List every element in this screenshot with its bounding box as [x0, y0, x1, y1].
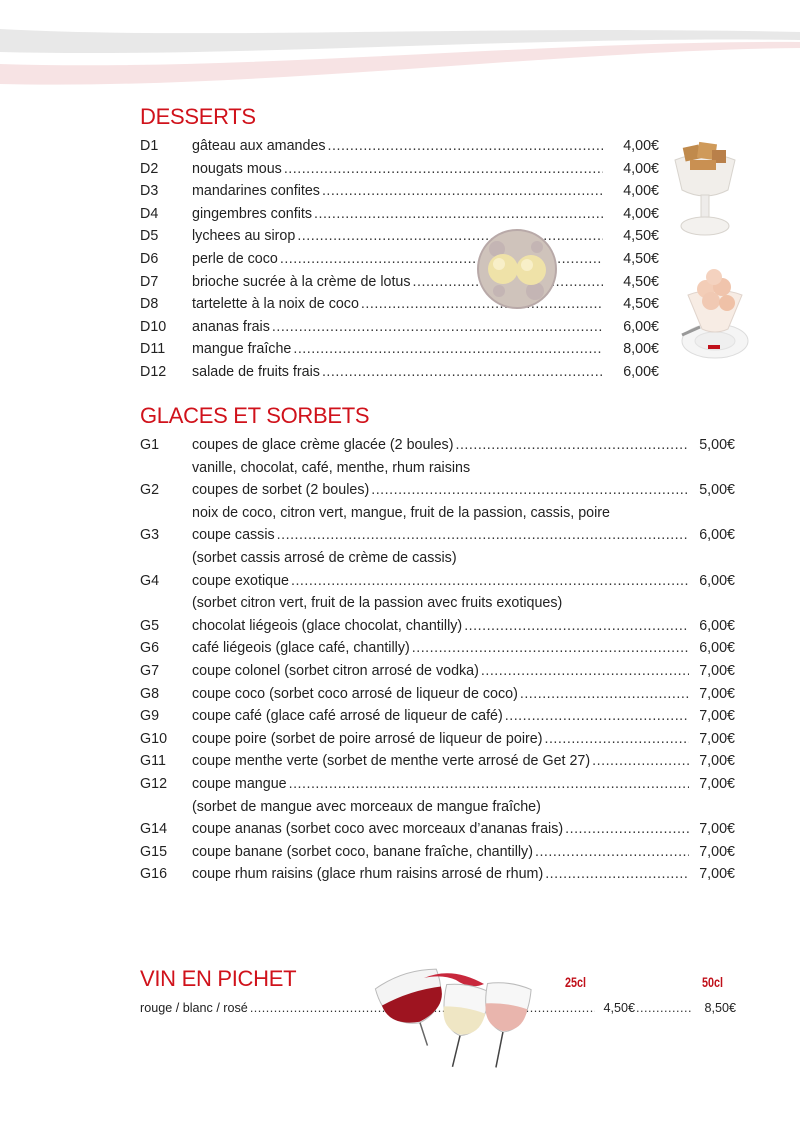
- item-price: 5,00€: [699, 437, 735, 453]
- item-code: D3: [140, 183, 159, 200]
- item-label: mangue fraîche: [192, 341, 292, 358]
- item-label: gingembres confits: [192, 205, 312, 222]
- dot-leader: [636, 997, 692, 1019]
- item-price: 4,50€: [623, 228, 659, 245]
- item-label: coupe exotique: [192, 572, 289, 589]
- dot-leader: [455, 434, 689, 457]
- item-code: D8: [140, 296, 159, 313]
- dot-leader: [505, 705, 689, 728]
- item-code: D6: [140, 250, 159, 267]
- item-code: D10: [140, 318, 167, 335]
- dot-leader: [289, 773, 689, 796]
- perle-de-coco-plate-photo: [477, 229, 557, 309]
- dot-leader: [565, 818, 689, 841]
- item-code: D4: [140, 205, 159, 222]
- item-code: G6: [140, 640, 160, 657]
- item-code: G8: [140, 685, 160, 702]
- dot-leader: [297, 225, 603, 248]
- item-label: coupe mangue: [192, 775, 287, 792]
- item-label: coupe banane (sorbet coco, banane fraîche, chantilly): [192, 843, 533, 860]
- item-price: 5,00€: [699, 482, 735, 499]
- item-price: 7,00€: [699, 708, 735, 725]
- dot-leader: [535, 841, 689, 864]
- item-label: coupe colonel (sorbet citron arrosé de vodka): [192, 662, 479, 679]
- item-price: 7,00€: [699, 821, 735, 838]
- item-label: coupes de glace crème glacée (2 boules): [192, 437, 454, 453]
- item-price: 7,00€: [699, 753, 735, 770]
- item-label: coupe menthe verte (sorbet de menthe verte arrosé de Get 27): [192, 753, 591, 770]
- item-label: café liégeois (glace café, chantilly): [192, 640, 410, 657]
- nougat-glass-cup-photo: [670, 140, 740, 240]
- size-25cl-header: 25cl: [565, 975, 587, 990]
- item-price: 6,00€: [623, 318, 659, 335]
- item-price: 6,00€: [699, 572, 735, 589]
- item-code: G15: [140, 843, 168, 860]
- item-label: mandarines confites: [192, 183, 320, 200]
- dot-leader: [277, 524, 689, 547]
- dot-leader: [314, 203, 603, 226]
- dot-leader: [592, 750, 689, 773]
- dot-leader: [412, 637, 689, 660]
- item-label: coupe poire (sorbet de poire arrosé de liqueur de poire): [192, 730, 543, 747]
- dot-leader: [284, 158, 603, 181]
- item-price: 4,00€: [623, 205, 659, 222]
- item-description: (sorbet de mangue avec morceaux de mangue fraîche): [192, 798, 541, 815]
- item-label: coupe coco (sorbet coco arrosé de liqueur de coco): [192, 685, 518, 702]
- item-description: vanille, chocolat, café, menthe, rhum raisins: [192, 459, 471, 476]
- item-price: 7,00€: [699, 866, 735, 883]
- item-price: 8,00€: [623, 341, 659, 358]
- item-price: 4,00€: [623, 183, 659, 200]
- item-label: nougats mous: [192, 160, 282, 177]
- item-code: G10: [140, 730, 168, 747]
- item-price: 7,00€: [699, 843, 735, 860]
- dot-leader: [371, 479, 689, 502]
- wine-label: rouge / blanc / rosé: [140, 1001, 248, 1015]
- wine-price-50cl: 8,50€: [704, 1001, 736, 1015]
- item-price: 6,00€: [623, 363, 659, 380]
- item-price: 7,00€: [699, 662, 735, 679]
- size-50cl-header: 50cl: [702, 975, 724, 990]
- item-code: G5: [140, 617, 160, 634]
- item-label: coupe café (glace café arrosé de liqueur de café): [192, 708, 503, 725]
- item-price: 4,00€: [623, 160, 659, 177]
- item-label: salade de fruits frais: [192, 363, 320, 380]
- dot-leader: [464, 615, 689, 638]
- item-label: coupe ananas (sorbet coco avec morceaux d’ananas frais): [192, 821, 564, 838]
- item-code: G12: [140, 775, 168, 792]
- item-label: chocolat liégeois (glace chocolat, chantilly): [192, 617, 463, 634]
- item-description: (sorbet cassis arrosé de crème de cassis): [192, 549, 457, 566]
- item-code: G4: [140, 572, 160, 589]
- item-label: gâteau aux amandes: [192, 138, 326, 154]
- item-label: brioche sucrée à la crème de lotus: [192, 273, 411, 290]
- item-label: tartelette à la noix de coco: [192, 296, 359, 313]
- item-price: 7,00€: [699, 685, 735, 702]
- item-code: D1: [140, 138, 159, 154]
- item-code: D7: [140, 273, 159, 290]
- item-label: perle de coco: [192, 250, 278, 267]
- item-code: G3: [140, 527, 160, 544]
- dot-leader: [520, 683, 689, 706]
- wine-glasses-photo: [372, 958, 552, 1070]
- item-label: coupes de sorbet (2 boules): [192, 482, 370, 499]
- dot-leader: [322, 361, 603, 384]
- item-code: D11: [140, 341, 166, 358]
- item-code: D12: [140, 363, 167, 380]
- item-description: noix de coco, citron vert, mangue, fruit de la passion, cassis, poire: [192, 504, 610, 521]
- item-description: (sorbet citron vert, fruit de la passion avec fruits exotiques): [192, 595, 563, 612]
- item-code: D5: [140, 228, 159, 245]
- dot-leader: [293, 338, 603, 361]
- item-code: G14: [140, 821, 168, 838]
- item-price: 4,50€: [623, 273, 659, 290]
- dot-leader: [322, 180, 603, 203]
- item-price: 6,00€: [699, 617, 735, 634]
- item-label: lychees au sirop: [192, 228, 296, 245]
- item-label: ananas frais: [192, 318, 270, 335]
- item-code: G9: [140, 708, 160, 725]
- item-price: 4,00€: [623, 138, 659, 154]
- dot-leader: [545, 863, 689, 886]
- item-code: D2: [140, 160, 159, 177]
- item-label: coupe rhum raisins (glace rhum raisins arrosé de rhum): [192, 866, 544, 883]
- dot-leader: [544, 728, 689, 751]
- item-price: 6,00€: [699, 640, 735, 657]
- item-label: coupe cassis: [192, 527, 275, 544]
- dot-leader: [291, 570, 689, 593]
- item-price: 4,50€: [623, 250, 659, 267]
- header-swoosh-decoration: [0, 0, 800, 100]
- item-price: 6,00€: [699, 527, 735, 544]
- item-price: 4,50€: [623, 296, 659, 313]
- item-price: 7,00€: [699, 730, 735, 747]
- dot-leader: [272, 316, 603, 339]
- vin-title: VIN EN PICHET: [140, 966, 297, 991]
- dot-leader: [481, 660, 689, 683]
- desserts-title: DESSERTS: [140, 104, 256, 129]
- item-code: G11: [140, 753, 166, 770]
- item-code: G2: [140, 482, 160, 499]
- item-price: 7,00€: [699, 775, 735, 792]
- wine-price-25cl: 4,50€: [603, 1001, 635, 1015]
- item-code: G1: [140, 437, 160, 453]
- lychee-cup-photo: [678, 265, 753, 360]
- dot-leader: [328, 135, 603, 158]
- glaces-title: GLACES ET SORBETS: [140, 403, 370, 428]
- item-code: G16: [140, 866, 168, 883]
- item-code: G7: [140, 662, 160, 679]
